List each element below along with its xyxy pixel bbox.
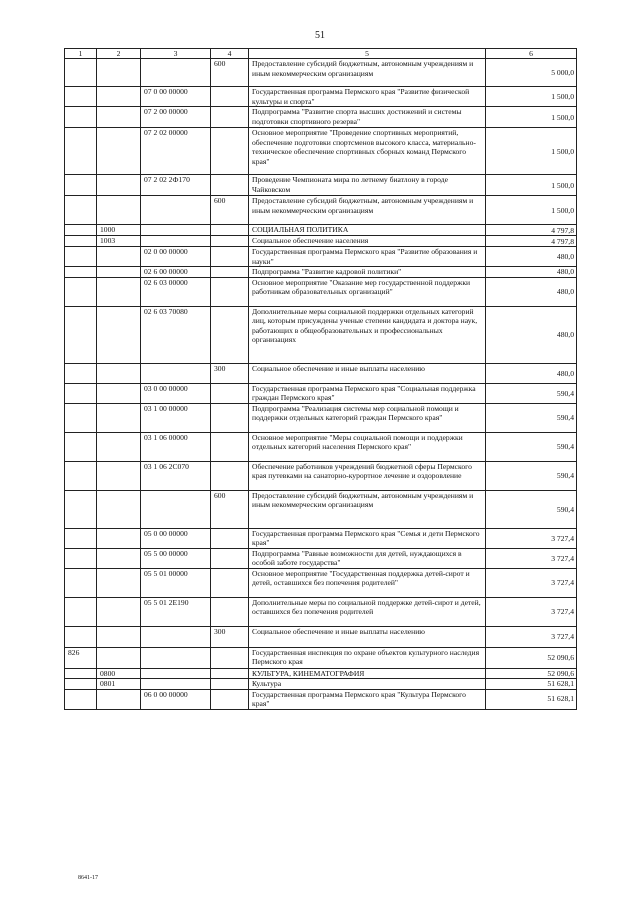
amount-cell: 3 727,4 [486,548,577,568]
item-name-cell: Государственная программа Пермского края "Развитие образования и науки" [249,247,486,267]
column-header: 4 [211,49,249,59]
target-article-cell [141,668,211,678]
amount-cell: 52 090,6 [486,668,577,678]
expense-type-cell: 600 [211,490,249,528]
target-article-cell [141,236,211,247]
expense-type-cell [211,267,249,277]
expense-type-cell: 300 [211,363,249,383]
amount-cell: 5 000,0 [486,59,577,87]
ministry-code-cell [65,363,97,383]
expense-type-cell [211,87,249,107]
ministry-code-cell [65,175,97,196]
amount-cell: 1 500,0 [486,196,577,225]
section-code-cell [97,87,141,107]
expense-type-cell [211,679,249,689]
section-code-cell [97,548,141,568]
amount-cell: 590,4 [486,461,577,490]
item-name-cell: Предоставление субсидий бюджетным, автономным учреждениям и иным некоммерческим организациям [249,490,486,528]
column-header: 1 [65,49,97,59]
page-number: 51 [315,30,325,41]
ministry-code-cell [65,626,97,647]
column-header: 6 [486,49,577,59]
expense-type-cell [211,236,249,247]
expense-type-cell [211,461,249,490]
item-name-cell: Обеспечение работников учреждений бюджетной сферы Пермского края путевками на санаторно-курортное лечение и оздоровление [249,461,486,490]
section-code-cell [97,267,141,277]
table-row [65,128,577,175]
section-code-cell [97,363,141,383]
table-row [65,277,577,306]
section-code-cell [97,689,141,709]
ministry-code-cell [65,87,97,107]
ministry-code-cell: 826 [65,647,97,668]
amount-cell: 4 797,8 [486,236,577,247]
table-row [65,306,577,363]
item-name-cell: Предоставление субсидий бюджетным, автономным учреждениям и иным некоммерческим организациям [249,59,486,87]
expense-type-cell [211,668,249,678]
amount-cell: 52 090,6 [486,647,577,668]
section-code-cell [97,597,141,626]
section-code-cell [97,196,141,225]
target-article-cell: 07 2 00 00000 [141,107,211,128]
ministry-code-cell [65,461,97,490]
table-row [65,225,577,236]
amount-cell: 480,0 [486,267,577,277]
section-code-cell: 0800 [97,668,141,678]
table-row [65,196,577,225]
amount-cell: 590,4 [486,403,577,432]
item-name-cell: Дополнительные меры по социальной поддержке детей-сирот и детей, оставшихся без попечения родителей [249,597,486,626]
item-name-cell: Основное мероприятие "Проведение спортивных мероприятий, обеспечение подготовки спортсменов высокого класса, материально-техническое обеспечение спортивных сборных команд Пермского края" [249,128,486,175]
target-article-cell: 02 6 03 70080 [141,306,211,363]
ministry-code-cell [65,597,97,626]
expense-type-cell: 300 [211,626,249,647]
amount-cell: 3 727,4 [486,568,577,597]
expense-type-cell [211,689,249,709]
target-article-cell: 03 0 00 00000 [141,383,211,403]
section-code-cell [97,175,141,196]
target-article-cell [141,196,211,225]
item-name-cell: Подпрограмма "Реализация системы мер социальной помощи и поддержки отдельных категорий граждан Пермского края" [249,403,486,432]
table-row [65,247,577,267]
ministry-code-cell [65,225,97,236]
amount-cell: 1 500,0 [486,87,577,107]
table-row [65,59,577,87]
section-code-cell [97,490,141,528]
item-name-cell: Государственная программа Пермского края "Социальная поддержка граждан Пермского края" [249,383,486,403]
target-article-cell: 06 0 00 00000 [141,689,211,709]
target-article-cell [141,647,211,668]
ministry-code-cell [65,383,97,403]
amount-cell: 3 727,4 [486,626,577,647]
table-row [65,647,577,668]
document-code: 8641-17 [78,875,98,881]
ministry-code-cell [65,107,97,128]
target-article-cell [141,490,211,528]
amount-cell: 590,4 [486,432,577,461]
section-code-cell [97,647,141,668]
ministry-code-cell [65,59,97,87]
expense-type-cell [211,107,249,128]
item-name-cell: Подпрограмма "Развитие спорта высших достижений и системы подготовки спортивного резерва" [249,107,486,128]
item-name-cell: Основное мероприятие "Государственная поддержка детей-сирот и детей, оставшихся без попечения родителей" [249,568,486,597]
target-article-cell: 07 2 02 2Ф170 [141,175,211,196]
section-code-cell [97,107,141,128]
item-name-cell: Основное мероприятие "Меры социальной помощи и поддержки отдельных категорий населения Пермского края" [249,432,486,461]
budget-table [64,48,577,710]
item-name-cell: Социальное обеспечение населения [249,236,486,247]
expense-type-cell [211,528,249,548]
target-article-cell [141,225,211,236]
section-code-cell [97,432,141,461]
ministry-code-cell [65,128,97,175]
table-row [65,461,577,490]
item-name-cell: Государственная программа Пермского края "Развитие физической культуры и спорта" [249,87,486,107]
amount-cell: 590,4 [486,383,577,403]
ministry-code-cell [65,689,97,709]
ministry-code-cell [65,247,97,267]
section-code-cell: 0801 [97,679,141,689]
target-article-cell [141,626,211,647]
ministry-code-cell [65,490,97,528]
expense-type-cell [211,225,249,236]
expense-type-cell [211,647,249,668]
table-row [65,597,577,626]
amount-cell: 480,0 [486,363,577,383]
ministry-code-cell [65,668,97,678]
expense-type-cell [211,175,249,196]
table-header-row [65,49,577,59]
expense-type-cell [211,597,249,626]
column-header: 3 [141,49,211,59]
ministry-code-cell [65,528,97,548]
amount-cell: 480,0 [486,277,577,306]
amount-cell: 3 727,4 [486,528,577,548]
item-name-cell: Проведение Чемпионата мира по летнему биатлону в городе Чайковском [249,175,486,196]
ministry-code-cell [65,277,97,306]
target-article-cell [141,679,211,689]
target-article-cell: 05 5 00 00000 [141,548,211,568]
target-article-cell: 02 6 00 00000 [141,267,211,277]
amount-cell: 480,0 [486,247,577,267]
section-code-cell [97,568,141,597]
ministry-code-cell [65,548,97,568]
expense-type-cell: 600 [211,59,249,87]
amount-cell: 1 500,0 [486,107,577,128]
item-name-cell: Подпрограмма "Развитие кадровой политики" [249,267,486,277]
amount-cell: 480,0 [486,306,577,363]
table-row [65,403,577,432]
expense-type-cell [211,403,249,432]
section-code-cell [97,247,141,267]
target-article-cell: 02 6 03 00000 [141,277,211,306]
amount-cell: 1 500,0 [486,175,577,196]
target-article-cell: 03 1 06 00000 [141,432,211,461]
target-article-cell: 07 0 00 00000 [141,87,211,107]
table-row [65,383,577,403]
item-name-cell: Подпрограмма "Равные возможности для детей, нуждающихся в особой заботе государства" [249,548,486,568]
item-name-cell: Государственная программа Пермского края "Семья и дети Пермского края" [249,528,486,548]
target-article-cell: 02 0 00 00000 [141,247,211,267]
ministry-code-cell [65,196,97,225]
ministry-code-cell [65,403,97,432]
expense-type-cell: 600 [211,196,249,225]
item-name-cell: Предоставление субсидий бюджетным, автономным учреждениям и иным некоммерческим организациям [249,196,486,225]
table-row [65,363,577,383]
section-code-cell [97,626,141,647]
table-row [65,668,577,678]
item-name-cell: СОЦИАЛЬНАЯ ПОЛИТИКА [249,225,486,236]
table-row [65,689,577,709]
amount-cell: 4 797,8 [486,225,577,236]
table-row [65,568,577,597]
expense-type-cell [211,568,249,597]
item-name-cell: Государственная программа Пермского края "Культура Пермского края" [249,689,486,709]
ministry-code-cell [65,267,97,277]
target-article-cell: 05 5 01 2Е190 [141,597,211,626]
item-name-cell: Государственная инспекция по охране объектов культурного наследия Пермского края [249,647,486,668]
expense-type-cell [211,277,249,306]
target-article-cell: 07 2 02 00000 [141,128,211,175]
table-row [65,626,577,647]
table-row [65,528,577,548]
section-code-cell [97,277,141,306]
target-article-cell: 03 1 06 2С070 [141,461,211,490]
amount-cell: 1 500,0 [486,128,577,175]
section-code-cell [97,403,141,432]
expense-type-cell [211,247,249,267]
item-name-cell: Культура [249,679,486,689]
target-article-cell: 03 1 00 00000 [141,403,211,432]
section-code-cell [97,528,141,548]
expense-type-cell [211,548,249,568]
target-article-cell: 05 0 00 00000 [141,528,211,548]
table-row [65,490,577,528]
section-code-cell: 1000 [97,225,141,236]
ministry-code-cell [65,568,97,597]
amount-cell: 51 628,1 [486,689,577,709]
table-row [65,107,577,128]
table-row [65,679,577,689]
ministry-code-cell [65,432,97,461]
item-name-cell: Социальное обеспечение и иные выплаты населению [249,363,486,383]
expense-type-cell [211,383,249,403]
table-row [65,548,577,568]
ministry-code-cell [65,236,97,247]
section-code-cell: 1003 [97,236,141,247]
table-row [65,432,577,461]
section-code-cell [97,59,141,87]
section-code-cell [97,461,141,490]
column-header: 5 [249,49,486,59]
target-article-cell [141,59,211,87]
table-row [65,175,577,196]
table-row [65,267,577,277]
ministry-code-cell [65,679,97,689]
table-row [65,236,577,247]
ministry-code-cell [65,306,97,363]
amount-cell: 51 628,1 [486,679,577,689]
section-code-cell [97,306,141,363]
target-article-cell [141,363,211,383]
expense-type-cell [211,432,249,461]
item-name-cell: Дополнительные меры социальной поддержки отдельных категорий лиц, которым присуждены ученые степени кандидата и доктора наук, работающих в общеобразовательных и профессиональных организациях [249,306,486,363]
amount-cell: 3 727,4 [486,597,577,626]
item-name-cell: Социальное обеспечение и иные выплаты населению [249,626,486,647]
section-code-cell [97,383,141,403]
item-name-cell: КУЛЬТУРА, КИНЕМАТОГРАФИЯ [249,668,486,678]
expense-type-cell [211,306,249,363]
table-row [65,87,577,107]
item-name-cell: Основное мероприятие "Оказание мер государственной поддержки работникам образовательных организаций" [249,277,486,306]
expense-type-cell [211,128,249,175]
amount-cell: 590,4 [486,490,577,528]
section-code-cell [97,128,141,175]
target-article-cell: 05 5 01 00000 [141,568,211,597]
column-header: 2 [97,49,141,59]
